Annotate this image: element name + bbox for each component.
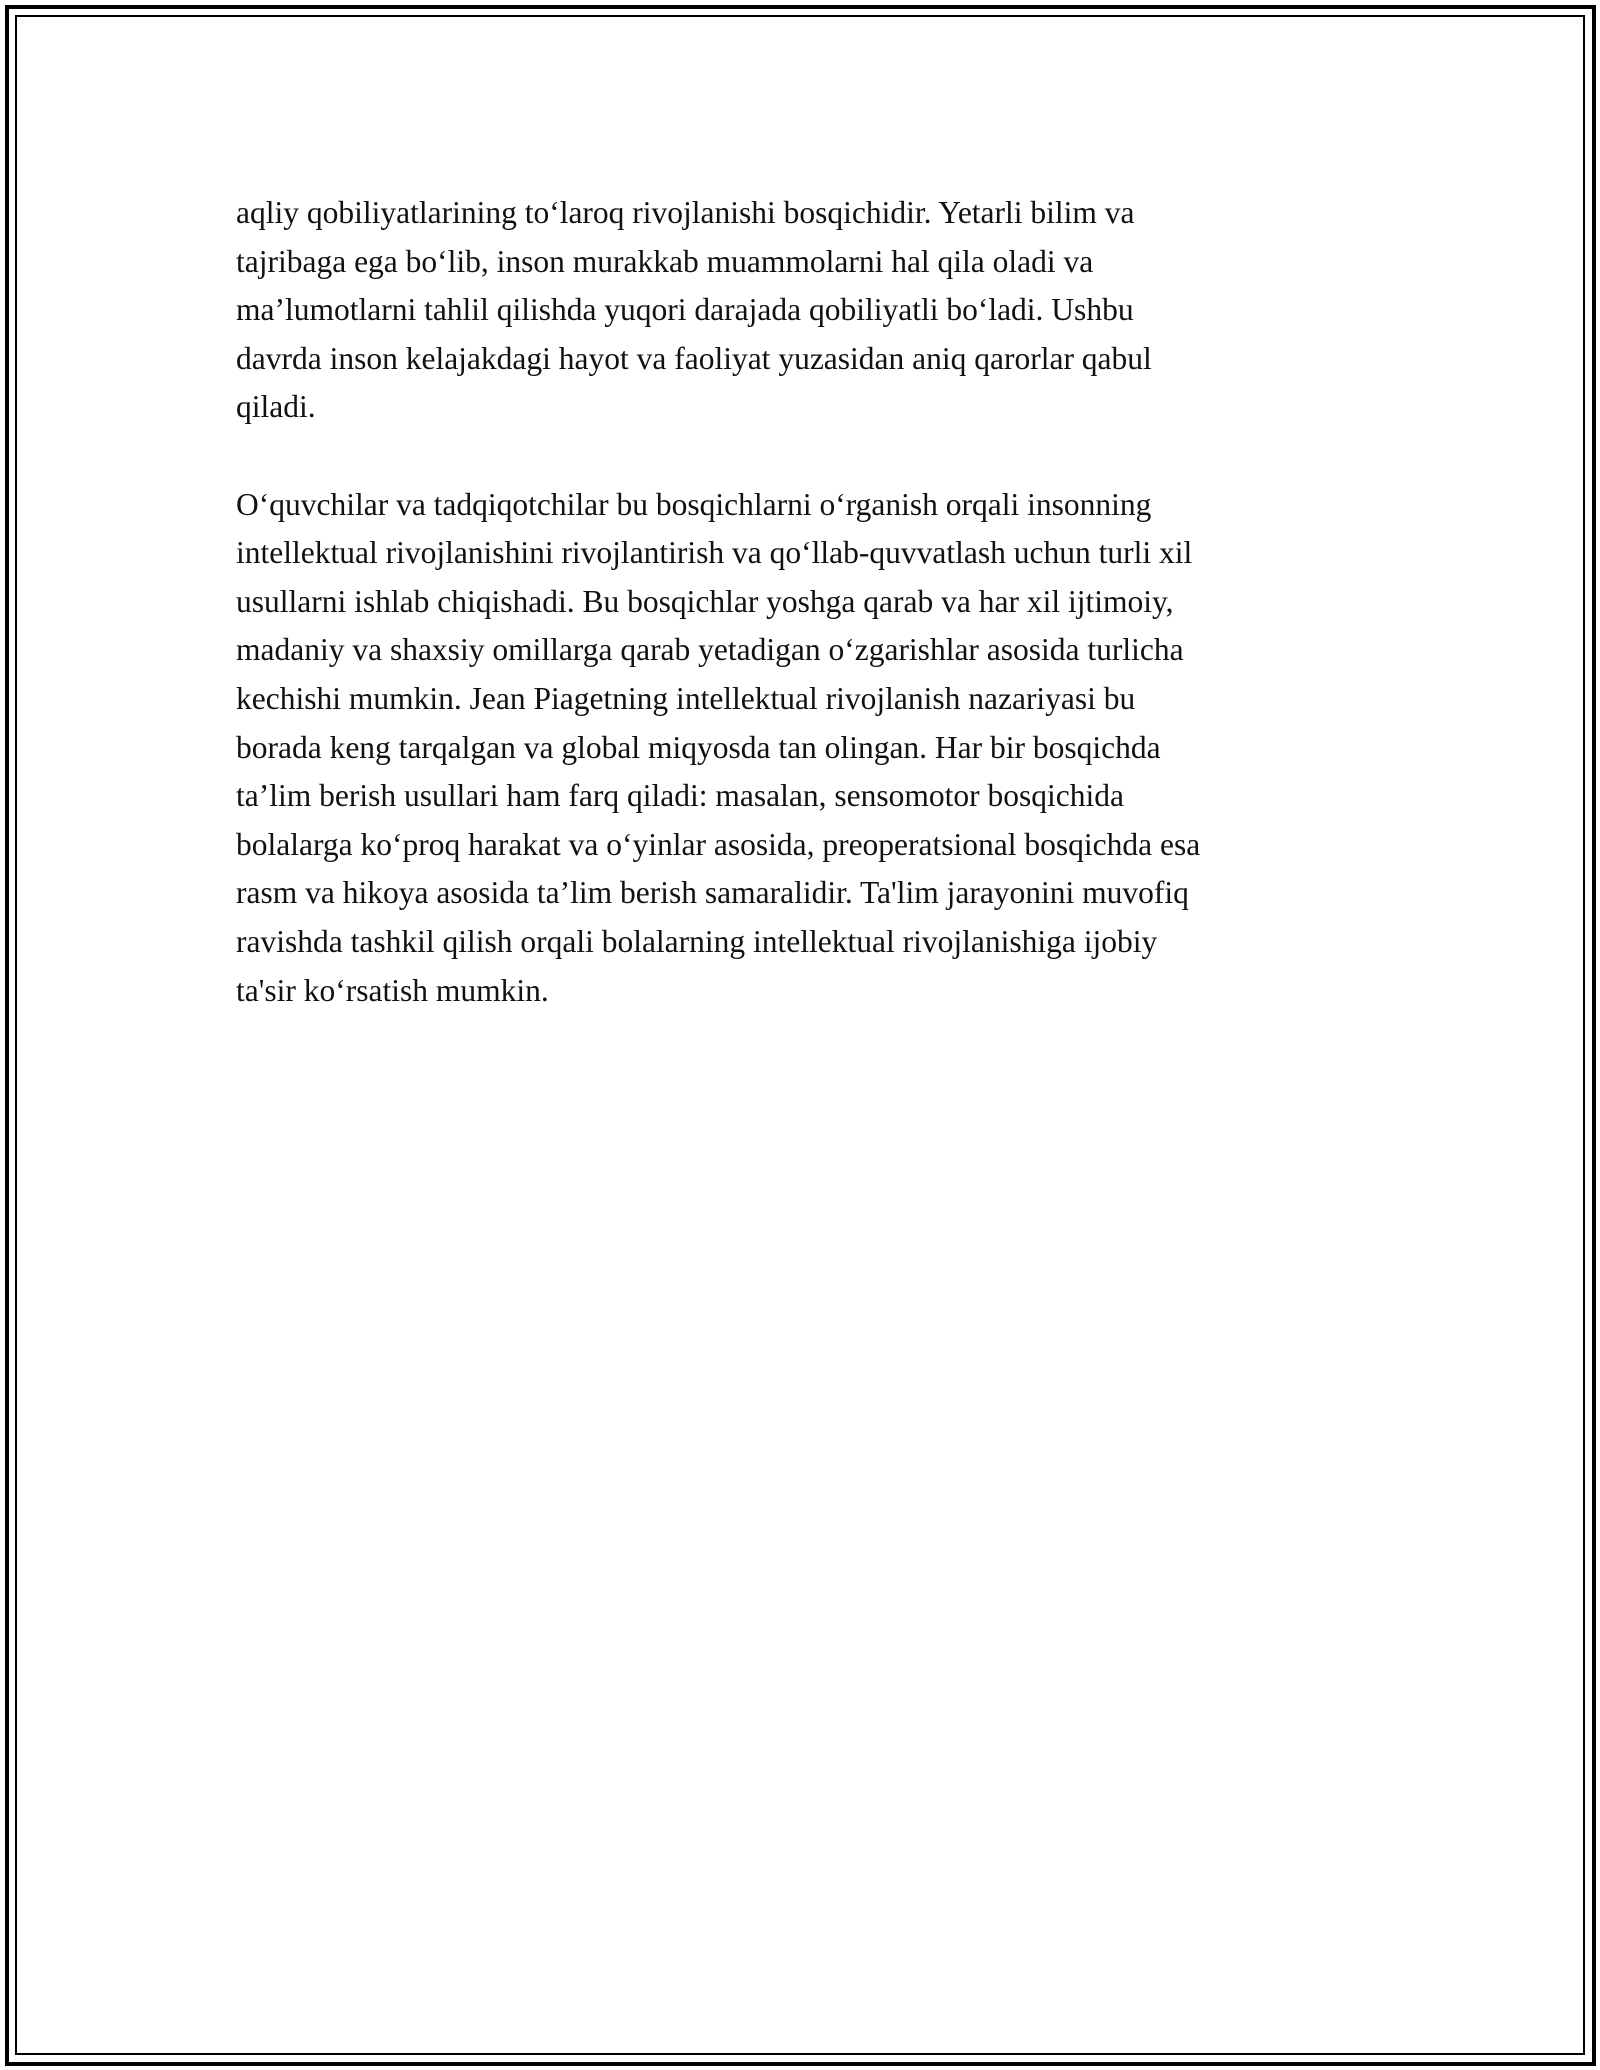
text-line: tajribaga ega bo‘lib, inson murakkab muammolarni hal qila oladi va (236, 243, 1094, 279)
text-line: ta'sir ko‘rsatish mumkin. (236, 972, 549, 1008)
text-line: bolalarga ko‘proq harakat va o‘yinlar asosida, preoperatsional bosqichda esa (236, 826, 1201, 862)
paragraph-2 (236, 481, 1376, 1016)
text-line: qiladi. (236, 389, 316, 425)
text-line: davrda inson kelajakdagi hayot va faoliyat yuzasidan aniq qarorlar qabul (236, 340, 1152, 376)
text-line: intellektual rivojlanishini rivojlantirish va qo‘llab-quvvatlash uchun turli xil (236, 535, 1193, 571)
paragraph-1 (236, 189, 1376, 432)
text-line: ta’lim berish usullari ham farq qiladi: masalan, sensomotor bosqichida (236, 778, 1124, 814)
text-line: usullarni ishlab chiqishadi. Bu bosqichlar yoshga qarab va har xil ijtimoiy, (236, 583, 1174, 619)
text-line: rasm va hikoya asosida ta’lim berish samaralidir. Ta'lim jarayonini muvofiq (236, 875, 1189, 911)
text-line: ravishda tashkil qilish orqali bolalarning intellektual rivojlanishiga ijobiy (236, 923, 1158, 959)
text-line: aqliy qobiliyatlarining to‘laroq rivojlanishi bosqichidir. Yetarli bilim va (236, 195, 1135, 230)
text-line: O‘quvchilar va tadqiqotchilar bu bosqichlarni o‘rganish orqali insonning (236, 486, 1152, 522)
text-line: kechishi mumkin. Jean Piagetning intellektual rivojlanish nazariyasi bu (236, 680, 1136, 716)
text-line: madaniy va shaxsiy omillarga qarab yetadigan o‘zgarishlar asosida turlicha (236, 632, 1184, 668)
text-line: borada keng tarqalgan va global miqyosda tan olingan. Har bir bosqichda (236, 729, 1161, 765)
document-body (236, 189, 1376, 1064)
text-line: ma’lumotlarni tahlil qilishda yuqori darajada qobiliyatli bo‘ladi. Ushbu (236, 292, 1134, 328)
